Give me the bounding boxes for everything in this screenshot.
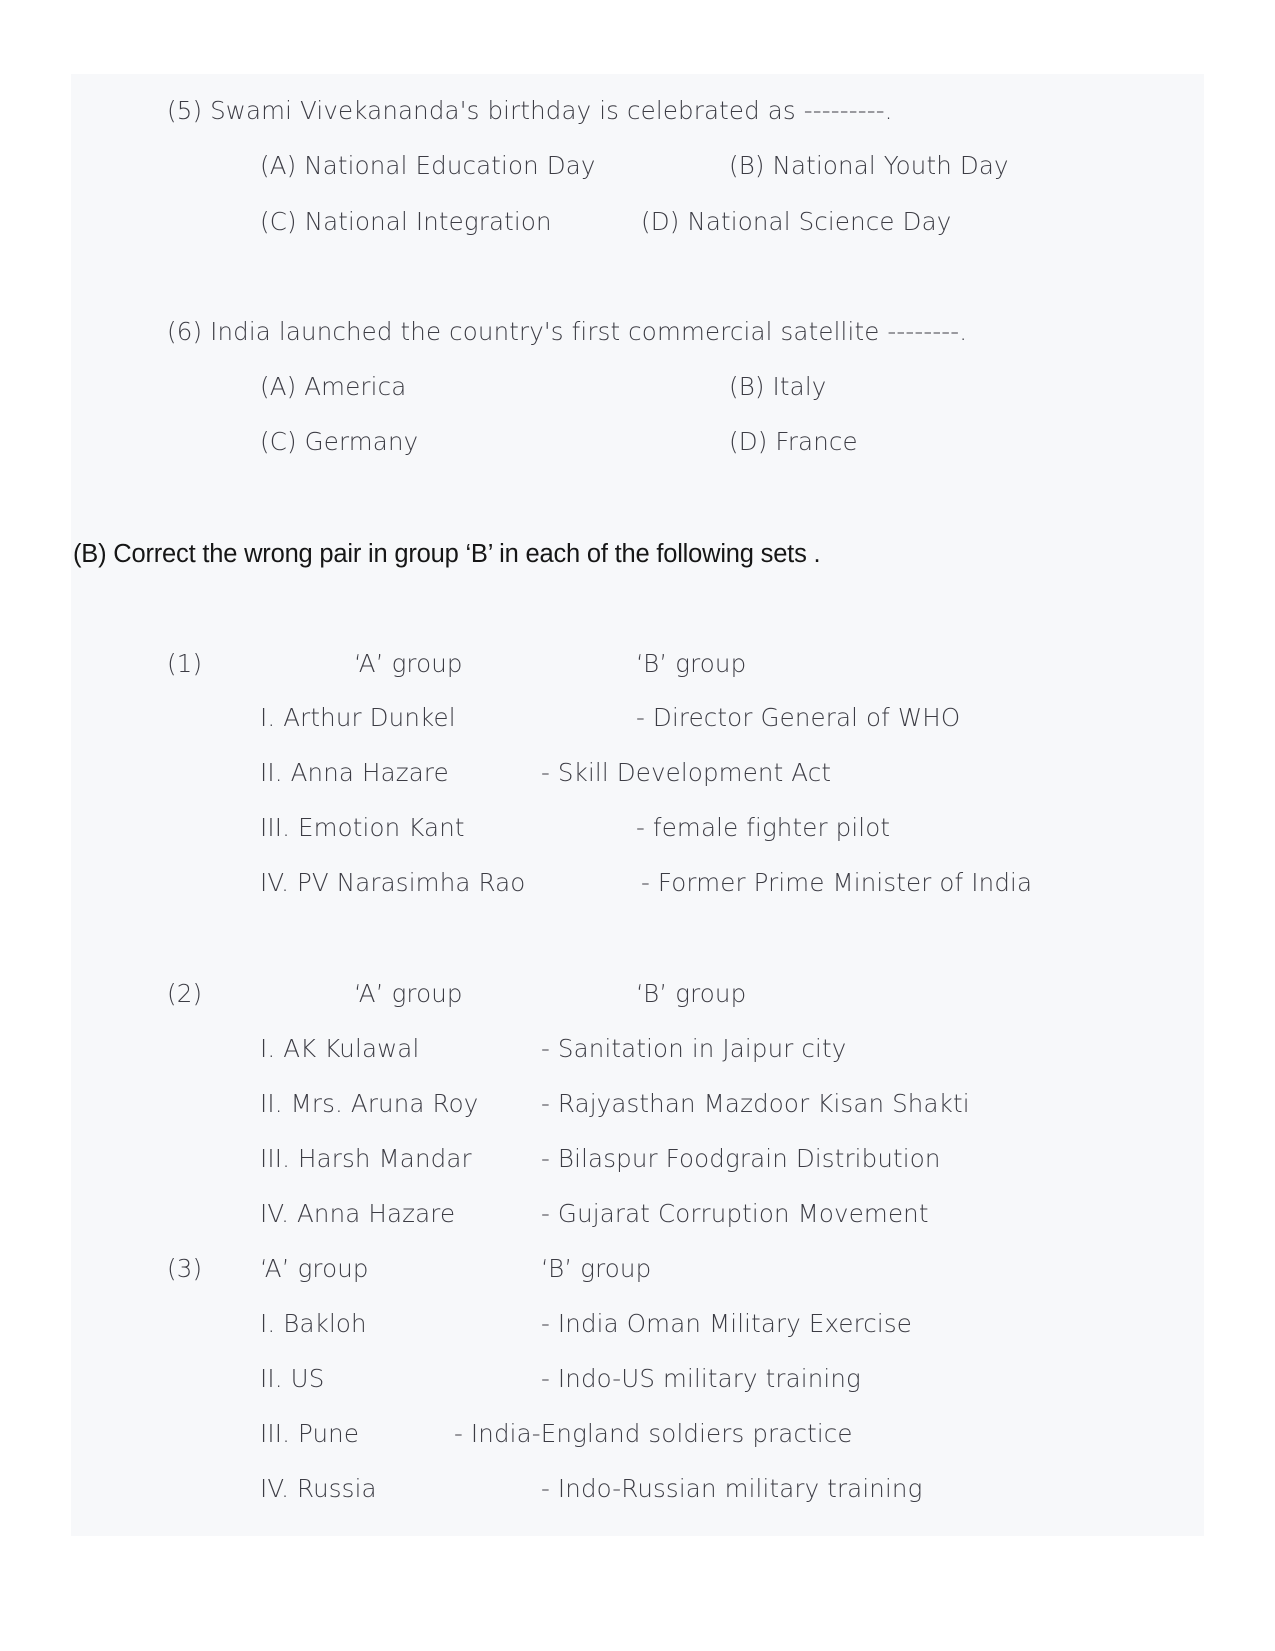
set-2-row-2-a: II. Mrs. Aruna Roy [260,1089,479,1118]
set-2-row-3-a: III. Harsh Mandar [260,1144,472,1173]
set-3-row-1-b: - India Oman Military Exercise [541,1309,913,1338]
set-3-row-2-a: II. US [260,1364,325,1393]
set-1-row-4-a: IV. PV Narasimha Rao [260,868,526,897]
set-1-row-1-b: - Director General of WHO [636,703,961,732]
q6-option-d: (D) France [729,427,858,456]
set-1-row-4-b: - Former Prime Minister of India [641,868,1033,897]
question-5: (5) Swami Vivekananda's birthday is celebrated as ---------. [167,96,893,125]
q6-option-b: (B) Italy [729,372,827,401]
set-3-row-4-a: IV. Russia [260,1474,377,1503]
set-3-row-2-b: - Indo-US military training [541,1364,861,1393]
q6-option-c: (C) Germany [260,427,419,456]
set-3-number: (3) [167,1254,203,1283]
question-6: (6) India launched the country's first commercial satellite --------. [167,317,968,346]
set-2-row-4-b: - Gujarat Corruption Movement [541,1199,929,1228]
section-b-heading: (B) Correct the wrong pair in group ‘B’ in each of the following sets . [73,540,821,568]
set-2-row-2-b: - Rajyasthan Mazdoor Kisan Shakti [541,1089,970,1118]
q5-option-b: (B) National Youth Day [729,151,1009,180]
q5-option-c: (C) National Integration [260,207,552,236]
set-3-row-3-b: - India-England soldiers practice [454,1419,853,1448]
set-3-header-b: ‘B’ group [541,1254,652,1283]
set-2-header-b: ‘B’ group [636,979,747,1008]
set-2-row-3-b: - Bilaspur Foodgrain Distribution [541,1144,941,1173]
set-2-row-1-a: I. AK Kulawal [260,1034,420,1063]
set-3-row-1-a: I. Bakloh [260,1309,367,1338]
set-1-header-a: ‘A’ group [354,649,463,678]
set-2-number: (2) [167,979,203,1008]
set-1-number: (1) [167,649,203,678]
set-2-header-a: ‘A’ group [354,979,463,1008]
set-1-header-b: ‘B’ group [636,649,747,678]
set-3-row-4-b: - Indo-Russian military training [541,1474,923,1503]
set-2-row-1-b: - Sanitation in Jaipur city [541,1034,847,1063]
q5-option-a: (A) National Education Day [260,151,596,180]
set-3-header-a: ‘A’ group [260,1254,369,1283]
set-1-row-1-a: I. Arthur Dunkel [260,703,456,732]
set-1-row-3-a: III. Emotion Kant [260,813,465,842]
set-1-row-3-b: - female fighter pilot [636,813,891,842]
set-2-row-4-a: IV. Anna Hazare [260,1199,456,1228]
set-1-row-2-b: - Skill Development Act [541,758,832,787]
q6-option-a: (A) America [260,372,407,401]
set-1-row-2-a: II. Anna Hazare [260,758,449,787]
set-3-row-3-a: III. Pune [260,1419,360,1448]
q5-option-d: (D) National Science Day [641,207,952,236]
